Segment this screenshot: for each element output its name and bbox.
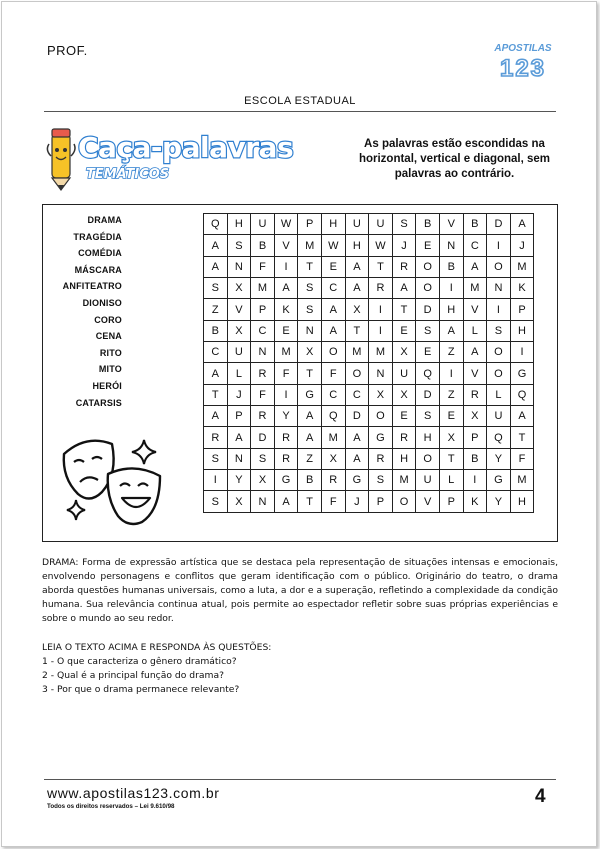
grid-cell[interactable]: Q (204, 214, 228, 235)
grid-cell[interactable]: B (416, 214, 440, 235)
grid-cell[interactable]: R (251, 406, 275, 427)
grid-cell[interactable]: Y (227, 470, 251, 491)
grid-cell[interactable]: S (416, 320, 440, 341)
grid-cell[interactable]: N (251, 491, 275, 512)
grid-cell[interactable]: X (369, 384, 393, 405)
grid-cell[interactable]: C (463, 235, 487, 256)
grid-cell[interactable]: H (416, 427, 440, 448)
grid-cell[interactable]: O (369, 406, 393, 427)
grid-cell[interactable]: D (345, 406, 369, 427)
grid-cell[interactable]: E (439, 406, 463, 427)
grid-cell[interactable]: A (510, 406, 534, 427)
grid-cell[interactable]: I (510, 342, 534, 363)
page-number: 4 (535, 786, 546, 807)
grid-cell[interactable]: A (439, 320, 463, 341)
grid-cell[interactable]: C (345, 384, 369, 405)
grid-row (204, 256, 534, 277)
grid-cell[interactable]: B (204, 320, 228, 341)
grid-cell[interactable]: M (510, 256, 534, 277)
brand-line2: 123 (499, 55, 547, 82)
grid-cell[interactable]: A (298, 427, 322, 448)
grid-cell[interactable]: D (251, 427, 275, 448)
prof-label: PROF. (47, 43, 88, 58)
grid-cell[interactable]: Q (487, 427, 511, 448)
grid-row (204, 342, 534, 363)
grid-cell[interactable]: J (227, 384, 251, 405)
grid-cell[interactable]: T (204, 384, 228, 405)
word-item: DRAMA (87, 215, 122, 225)
grid-cell[interactable]: N (227, 256, 251, 277)
grid-cell[interactable]: Q (510, 384, 534, 405)
grid-cell[interactable]: V (416, 491, 440, 512)
grid-cell[interactable]: A (274, 278, 298, 299)
questions-section (42, 641, 558, 697)
header-divider (44, 111, 556, 112)
grid-cell[interactable]: A (204, 406, 228, 427)
grid-cell[interactable]: J (392, 235, 416, 256)
grid-cell[interactable]: M (463, 278, 487, 299)
grid-cell[interactable]: H (439, 299, 463, 320)
grid-cell[interactable]: S (298, 299, 322, 320)
grid-cell[interactable]: Z (298, 448, 322, 469)
grid-cell[interactable]: A (204, 363, 228, 384)
grid-cell[interactable]: L (439, 470, 463, 491)
grid-cell[interactable]: Z (204, 299, 228, 320)
grid-cell[interactable]: K (510, 278, 534, 299)
grid-cell[interactable]: R (274, 448, 298, 469)
grid-cell[interactable]: N (439, 235, 463, 256)
instructions: As palavras estão escondidas na horizontal, vertical e diagonal, sem palavras ao contrário. (358, 138, 551, 180)
grid-cell[interactable]: B (463, 448, 487, 469)
grid-cell[interactable]: B (251, 235, 275, 256)
grid-row (204, 214, 534, 235)
grid-cell[interactable]: N (487, 278, 511, 299)
grid-cell[interactable]: S (204, 448, 228, 469)
grid-cell[interactable]: K (274, 299, 298, 320)
grid-cell[interactable]: G (510, 363, 534, 384)
grid-cell[interactable]: M (392, 470, 416, 491)
brand-line1: APOSTILAS (494, 43, 552, 54)
word-item: DIONISO (82, 297, 122, 308)
grid-cell[interactable]: H (227, 214, 251, 235)
grid-cell[interactable]: O (392, 491, 416, 512)
grid-cell[interactable]: B (463, 214, 487, 235)
grid-cell[interactable]: T (510, 427, 534, 448)
grid-cell[interactable]: H (510, 491, 534, 512)
grid-cell[interactable]: D (416, 299, 440, 320)
grid-row (204, 278, 534, 299)
grid-cell[interactable]: P (369, 491, 393, 512)
grid-cell[interactable]: D (416, 384, 440, 405)
questions-heading: LEIA O TEXTO ACIMA E RESPONDA ÀS QUESTÕES: (42, 642, 272, 653)
title-main: Caça-palavras (78, 131, 294, 164)
grid-cell[interactable]: S (251, 448, 275, 469)
grid-cell[interactable]: C (321, 278, 345, 299)
grid-cell[interactable]: W (369, 235, 393, 256)
grid-cell[interactable]: Y (487, 448, 511, 469)
grid-cell[interactable]: W (274, 214, 298, 235)
grid-cell[interactable]: A (345, 256, 369, 277)
grid-cell[interactable]: M (251, 278, 275, 299)
grid-cell[interactable]: L (463, 320, 487, 341)
title-sub: TEMÁTICOS (86, 167, 170, 182)
grid-cell[interactable]: U (369, 214, 393, 235)
grid-cell[interactable]: Q (416, 363, 440, 384)
grid-cell[interactable]: F (251, 384, 275, 405)
word-list (42, 212, 122, 411)
theater-masks-icon (56, 426, 176, 531)
grid-cell[interactable]: E (416, 235, 440, 256)
grid-cell[interactable]: Y (487, 491, 511, 512)
grid-cell[interactable]: C (251, 320, 275, 341)
word-item: TRAGÉDIA (73, 231, 122, 242)
grid-row (204, 235, 534, 256)
word-item: CENA (95, 331, 122, 342)
grid-cell[interactable]: A (463, 342, 487, 363)
grid-cell[interactable]: A (463, 256, 487, 277)
grid-cell[interactable]: M (298, 235, 322, 256)
grid-cell[interactable]: A (321, 299, 345, 320)
grid-cell[interactable]: H (392, 448, 416, 469)
grid-cell[interactable]: P (298, 214, 322, 235)
grid-cell[interactable]: F (274, 363, 298, 384)
grid-cell[interactable]: J (510, 235, 534, 256)
grid-cell[interactable]: O (487, 342, 511, 363)
grid-cell[interactable]: U (227, 342, 251, 363)
grid-cell[interactable]: X (227, 278, 251, 299)
grid-cell[interactable]: Y (274, 406, 298, 427)
grid-cell[interactable]: X (321, 448, 345, 469)
grid-cell[interactable]: T (439, 448, 463, 469)
word-item: ANFITEATRO (62, 281, 122, 292)
grid-row (204, 470, 534, 491)
grid-cell[interactable]: I (439, 363, 463, 384)
grid-cell[interactable]: A (510, 214, 534, 235)
grid-cell[interactable]: Z (439, 384, 463, 405)
word-item: HERÓI (92, 380, 122, 391)
grid-row (204, 406, 534, 427)
grid-cell[interactable]: X (227, 491, 251, 512)
grid-cell[interactable]: F (251, 256, 275, 277)
grid-cell[interactable]: G (487, 470, 511, 491)
grid-cell[interactable]: Q (321, 406, 345, 427)
grid-cell[interactable]: P (510, 299, 534, 320)
grid-cell[interactable]: T (298, 363, 322, 384)
grid-cell[interactable]: A (345, 448, 369, 469)
grid-cell[interactable]: N (227, 448, 251, 469)
grid-cell[interactable]: G (274, 470, 298, 491)
grid-cell[interactable]: S (298, 278, 322, 299)
grid-row (204, 384, 534, 405)
grid-cell[interactable]: R (321, 470, 345, 491)
grid-cell[interactable]: F (321, 491, 345, 512)
grid-cell[interactable]: R (392, 256, 416, 277)
grid-cell[interactable]: D (487, 214, 511, 235)
grid-cell[interactable]: G (298, 384, 322, 405)
grid-cell[interactable]: V (439, 214, 463, 235)
grid-cell[interactable]: I (204, 470, 228, 491)
caca-palavras-title (42, 126, 312, 192)
grid-cell[interactable]: E (274, 320, 298, 341)
grid-cell[interactable]: A (204, 235, 228, 256)
grid-cell[interactable]: K (463, 491, 487, 512)
grid-cell[interactable]: S (392, 214, 416, 235)
grid-cell[interactable]: N (251, 342, 275, 363)
grid-cell[interactable]: I (439, 278, 463, 299)
grid-cell[interactable]: A (321, 320, 345, 341)
grid-cell[interactable]: A (392, 278, 416, 299)
grid-cell[interactable]: F (321, 363, 345, 384)
grid-cell[interactable]: I (369, 299, 393, 320)
grid-cell[interactable]: B (439, 256, 463, 277)
grid-cell[interactable]: U (392, 363, 416, 384)
apostilas-123-logo (488, 38, 558, 82)
pencil-mascot-icon (47, 129, 75, 190)
grid-cell[interactable]: R (463, 384, 487, 405)
grid-cell[interactable]: A (298, 406, 322, 427)
grid-cell[interactable]: O (321, 342, 345, 363)
grid-cell[interactable]: S (369, 470, 393, 491)
grid-cell[interactable]: E (416, 342, 440, 363)
grid-cell[interactable]: I (487, 235, 511, 256)
grid-cell[interactable]: T (392, 299, 416, 320)
grid-cell[interactable]: H (510, 320, 534, 341)
word-item: RITO (99, 347, 122, 358)
grid-cell[interactable]: R (204, 427, 228, 448)
grid-row (204, 491, 534, 512)
grid-cell[interactable]: W (321, 235, 345, 256)
grid-cell[interactable]: J (345, 491, 369, 512)
grid-cell[interactable]: X (298, 342, 322, 363)
grid-cell[interactable]: X (392, 384, 416, 405)
grid-cell[interactable]: G (345, 470, 369, 491)
grid-cell[interactable]: O (487, 256, 511, 277)
grid-cell[interactable]: T (298, 491, 322, 512)
grid-cell[interactable]: U (345, 214, 369, 235)
grid-cell[interactable]: A (204, 256, 228, 277)
footer-divider (44, 779, 556, 780)
grid-cell[interactable]: O (345, 363, 369, 384)
grid-cell[interactable]: A (345, 278, 369, 299)
word-item: CORO (94, 314, 122, 325)
grid-cell[interactable]: R (392, 427, 416, 448)
grid-cell[interactable]: N (298, 320, 322, 341)
grid-cell[interactable]: S (204, 278, 228, 299)
grid-cell[interactable]: S (487, 320, 511, 341)
grid-cell[interactable]: O (416, 256, 440, 277)
grid-cell[interactable]: X (392, 342, 416, 363)
grid-cell[interactable]: R (274, 427, 298, 448)
grid-cell[interactable]: Z (439, 342, 463, 363)
grid-cell[interactable]: X (227, 320, 251, 341)
word-item: COMÉDIA (78, 248, 122, 259)
grid-cell[interactable]: C (321, 384, 345, 405)
grid-cell[interactable]: T (345, 320, 369, 341)
grid-cell[interactable]: M (274, 342, 298, 363)
grid-cell[interactable]: O (416, 278, 440, 299)
grid-cell[interactable]: O (416, 448, 440, 469)
grid-cell[interactable]: M (321, 427, 345, 448)
grid-row (204, 427, 534, 448)
grid-cell[interactable]: I (463, 470, 487, 491)
grid-row (204, 448, 534, 469)
grid-row (204, 363, 534, 384)
grid-cell[interactable]: X (463, 406, 487, 427)
drama-text: DRAMA: Forma de expressão artística que se destaca pela representação de situações intensas e emocionais, envolvendo personagens e conflitos que geram identificação com o público. Originário do teatro, o drama aborda questões humanas universais, como a luta, a dor e a superação, refletindo a complexidade da condição humana. Sua relevância continua atual, pois permite ao espectador refletir sobre suas próprias experiências e sobre o mundo ao seu redor. (42, 557, 558, 624)
grid-cell[interactable]: B (298, 470, 322, 491)
grid-cell[interactable]: U (251, 214, 275, 235)
grid-cell[interactable]: F (510, 448, 534, 469)
grid-cell[interactable]: L (227, 363, 251, 384)
grid-cell[interactable]: P (463, 427, 487, 448)
grid-cell[interactable]: P (227, 406, 251, 427)
grid-cell[interactable]: E (321, 256, 345, 277)
grid-cell[interactable]: L (487, 384, 511, 405)
grid-cell[interactable]: X (251, 470, 275, 491)
grid-cell[interactable]: P (251, 299, 275, 320)
grid-cell[interactable]: S (227, 235, 251, 256)
grid-cell[interactable]: I (369, 320, 393, 341)
grid-cell[interactable]: V (463, 299, 487, 320)
grid-cell[interactable]: I (487, 299, 511, 320)
copyright-notice: Todos os direitos reservados – Lei 9.610/98 (47, 803, 175, 810)
word-item: MITO (98, 364, 122, 375)
grid-cell[interactable]: M (369, 342, 393, 363)
grid-cell[interactable]: R (251, 363, 275, 384)
grid-cell[interactable]: S (204, 491, 228, 512)
grid-cell[interactable]: T (298, 256, 322, 277)
grid-cell[interactable]: I (274, 256, 298, 277)
grid-cell[interactable]: G (369, 427, 393, 448)
grid-cell[interactable]: R (369, 278, 393, 299)
grid-cell[interactable]: T (369, 256, 393, 277)
grid-cell[interactable]: S (416, 406, 440, 427)
grid-cell[interactable]: E (392, 320, 416, 341)
grid-cell[interactable]: V (227, 299, 251, 320)
grid-cell[interactable]: M (345, 342, 369, 363)
grid-cell[interactable]: X (345, 299, 369, 320)
grid-cell[interactable]: V (463, 363, 487, 384)
letter-grid (203, 213, 534, 513)
grid-cell[interactable]: N (369, 363, 393, 384)
grid-cell[interactable]: U (416, 470, 440, 491)
word-item: CATARSIS (75, 397, 122, 408)
grid-cell[interactable]: I (274, 384, 298, 405)
question-item: 3 - Por que o drama permanece relevante? (42, 684, 240, 695)
grid-row (204, 299, 534, 320)
website-link[interactable]: www.apostilas123.com.br (47, 785, 220, 801)
grid-cell[interactable]: A (345, 427, 369, 448)
grid-cell[interactable]: U (487, 406, 511, 427)
grid-cell[interactable]: P (439, 491, 463, 512)
grid-cell[interactable]: X (439, 427, 463, 448)
grid-cell[interactable]: O (487, 363, 511, 384)
grid-cell[interactable]: H (345, 235, 369, 256)
grid-cell[interactable]: A (227, 427, 251, 448)
grid-row (204, 320, 534, 341)
grid-cell[interactable]: R (369, 448, 393, 469)
grid-cell[interactable]: H (321, 214, 345, 235)
grid-cell[interactable]: E (392, 406, 416, 427)
grid-cell[interactable]: M (510, 470, 534, 491)
question-item: 2 - Qual é a principal função do drama? (42, 670, 224, 681)
grid-cell[interactable]: C (204, 342, 228, 363)
question-item: 1 - O que caracteriza o gênero dramático? (42, 656, 237, 667)
grid-cell[interactable]: V (274, 235, 298, 256)
word-item: MÁSCARA (74, 264, 122, 275)
grid-cell[interactable]: A (274, 491, 298, 512)
school-name: ESCOLA ESTADUAL (244, 95, 356, 107)
